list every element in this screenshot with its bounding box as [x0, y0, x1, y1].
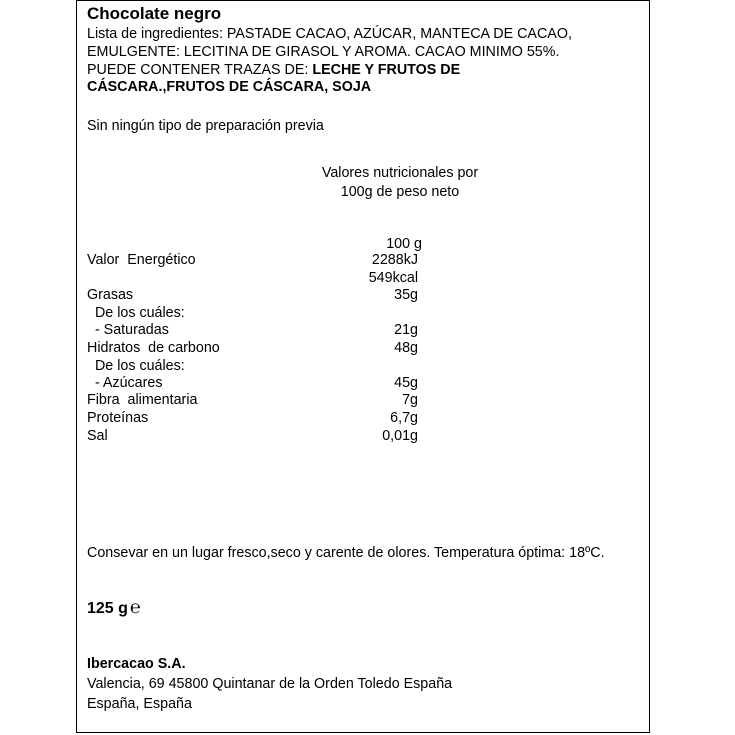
ingredients-line-1: Lista de ingredientes: PASTADE CACAO, AZÚCAR, MANTECA DE CACAO,: [87, 26, 572, 42]
nutrition-row-value: 45g: [394, 375, 418, 391]
nutrition-header-line-2: 100g de peso neto: [340, 184, 460, 200]
company-country: España, España: [87, 696, 192, 712]
nutrition-row-value: 21g: [394, 322, 418, 338]
nutrition-row-value: 6,7g: [390, 410, 418, 426]
nutrition-row-value: 7g: [402, 392, 418, 408]
nutrition-column-header: 100 g: [386, 236, 422, 252]
nutrition-row-label: Grasas: [87, 287, 134, 303]
nutrition-row-value: 0,01g: [382, 428, 418, 444]
company-name: Ibercacao S.A.: [87, 656, 186, 672]
net-quantity: [87, 597, 141, 618]
net-quantity-value: 125 g: [87, 600, 128, 617]
ingredients-line-2: EMULGENTE: LECITINA DE GIRASOL Y AROMA. CACAO MINIMO 55%.: [87, 44, 560, 60]
nutrition-row-value: 35g: [394, 287, 418, 303]
nutrition-row-label: Hidratos de carbono: [87, 340, 220, 356]
nutrition-row-label: Proteínas: [87, 410, 149, 426]
product-name: Chocolate negro: [87, 4, 222, 23]
nutrition-row-value: 48g: [394, 340, 418, 356]
preparation-note: Sin ningún tipo de preparación previa: [87, 118, 324, 134]
traces-allergens-a: LECHE Y FRUTOS DE: [312, 62, 461, 78]
estimated-sign: ℮: [129, 597, 141, 617]
nutrition-row-label: Fibra alimentaria: [87, 392, 198, 408]
storage-instructions: Consevar en un lugar fresco,seco y carente de olores. Temperatura óptima: 18ºC.: [87, 545, 605, 561]
nutrition-row-value: 549kcal: [368, 270, 418, 286]
nutrition-row-label: Sal: [87, 428, 108, 444]
nutrition-row-label: De los cuáles:: [87, 305, 185, 321]
allergen-traces-line-2: CÁSCARA.,FRUTOS DE CÁSCARA, SOJA: [87, 79, 372, 95]
nutrition-row-label: Valor Energético: [87, 252, 196, 268]
nutrition-row-label: De los cuáles:: [87, 358, 185, 374]
allergen-traces-line-1: [87, 62, 460, 80]
nutrition-header-line-1: Valores nutricionales por: [321, 165, 479, 181]
nutrition-row-label: - Saturadas: [87, 322, 169, 338]
traces-prefix: PUEDE CONTENER TRAZAS DE:: [87, 62, 313, 78]
company-address: Valencia, 69 45800 Quintanar de la Orden Toledo España: [87, 676, 453, 692]
nutrition-row-label: - Azúcares: [87, 375, 163, 391]
nutrition-row-value: 2288kJ: [371, 252, 418, 268]
